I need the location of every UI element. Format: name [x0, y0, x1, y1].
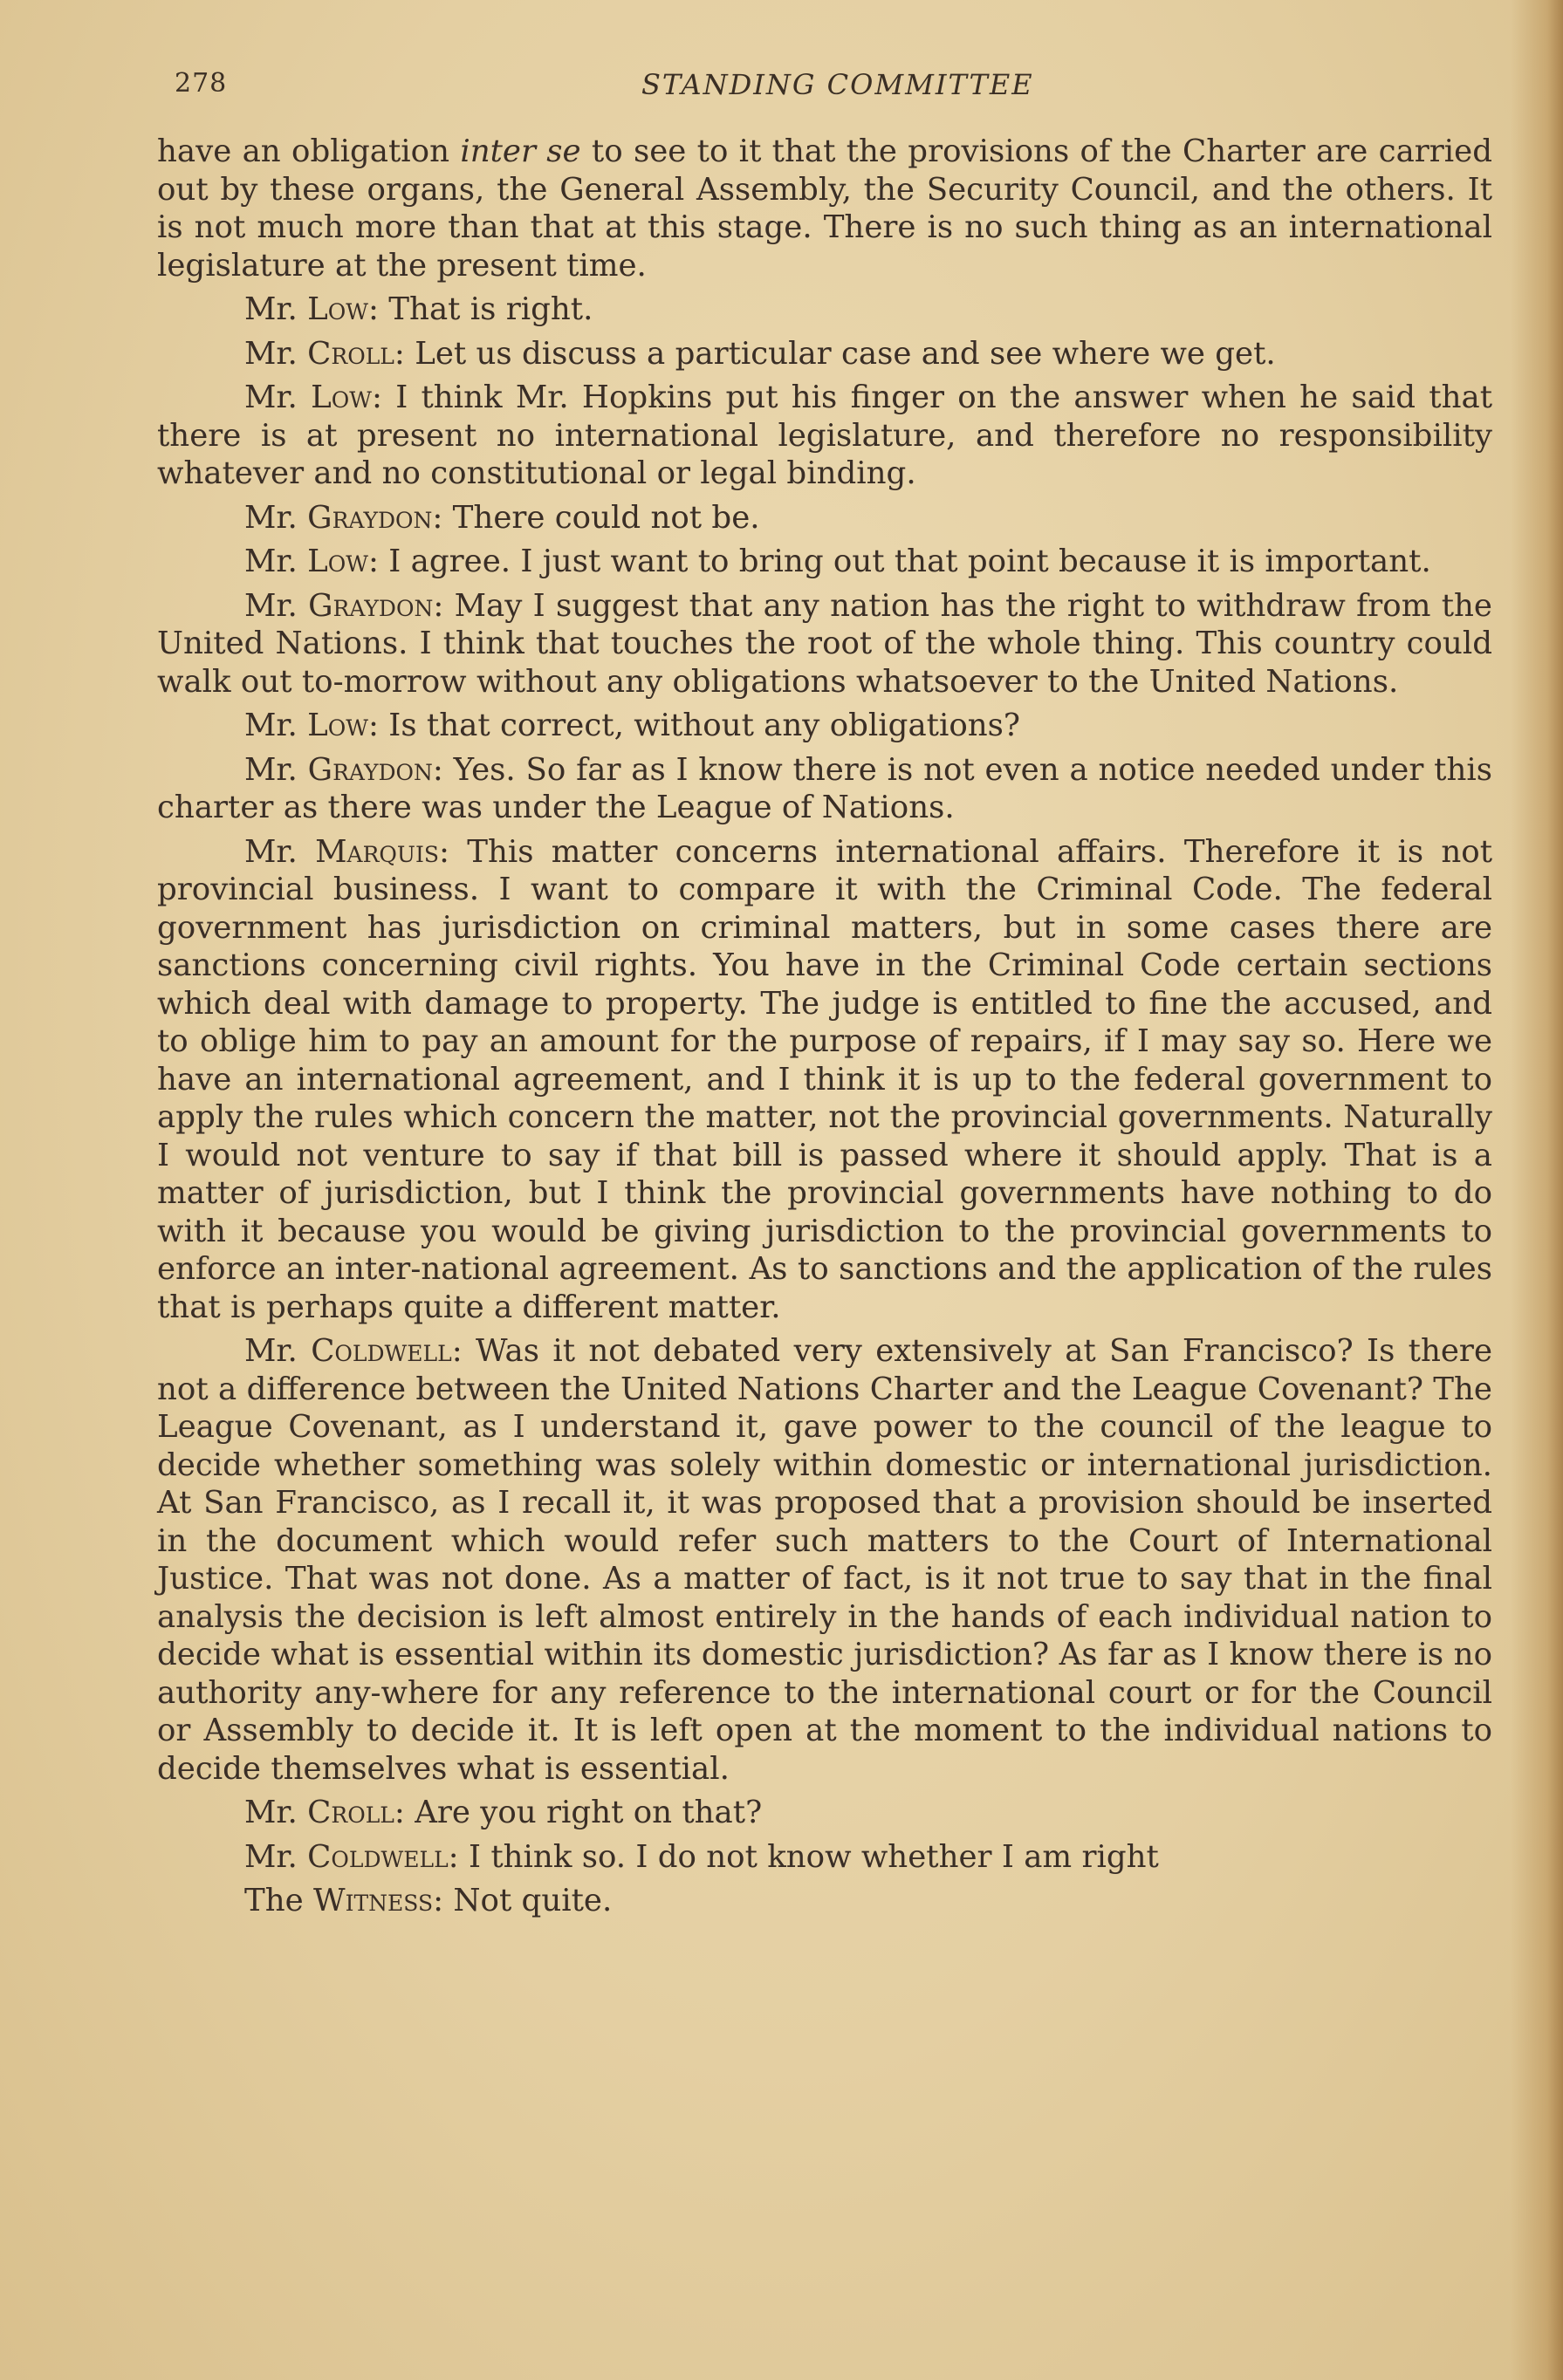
- speaker-title: Mr.: [244, 1795, 298, 1830]
- speaker-name: Low: [307, 708, 368, 743]
- paragraph-text: have an obligation: [157, 133, 461, 169]
- speaker-colon: :: [433, 587, 444, 624]
- speaker-name: Graydon: [307, 751, 433, 788]
- speaker-colon: :: [367, 708, 379, 743]
- speaker-name: Low: [307, 544, 368, 579]
- speaker-name: Graydon: [307, 499, 433, 536]
- speaker-colon: :: [394, 335, 405, 372]
- speech-paragraph: [157, 1838, 1492, 1877]
- speech-text: Are you right on that?: [404, 1795, 763, 1830]
- page-number: 278: [175, 68, 228, 99]
- page-header: [175, 68, 1484, 112]
- speaker-title: Mr.: [244, 833, 298, 870]
- speech-paragraph: [157, 1882, 1492, 1920]
- speaker-title: Mr.: [244, 544, 298, 579]
- speech-text: That is right.: [378, 291, 593, 327]
- speech-text: I agree. I just want to bring out that point because it is important.: [378, 544, 1431, 579]
- speech-text: Let us discuss a particular case and see where we get.: [404, 335, 1276, 372]
- speech-text: Was it not debated very extensively at San Francisco? Is there not a difference between the United Nations Charter and the League Covenant? The League Covenant, as I understand it, gave power to the council of the league to decide whether something was solely within domestic or international jurisdiction. At San Francisco, as I recall it, it was proposed that a provision should be inserted in the document which would refer such matters to the Court of International Justice. That was not done. As a matter of fact, is it not true to say that in the final analysis the decision is left almost entirely in the hands of each individual nation to decide what is essential within its domestic jurisdiction? As far as I know there is no authority any-where for any reference to the international court or for the Council or Assembly to decide it. It is left open at the moment to the individual nations to decide themselves what is essential.: [157, 1333, 1492, 1787]
- speaker-name: Croll: [307, 1795, 394, 1830]
- speaker-colon: :: [451, 1333, 463, 1369]
- running-head: STANDING COMMITTEE: [641, 68, 1034, 101]
- speech-paragraph: [157, 1332, 1492, 1788]
- speaker-colon: :: [438, 833, 449, 870]
- speech-paragraph: [157, 587, 1492, 701]
- speaker-colon: :: [367, 544, 379, 579]
- speech-paragraph: [157, 751, 1492, 827]
- speech-paragraph: [157, 335, 1492, 373]
- speaker-name: Witness: [313, 1883, 434, 1918]
- speech-text: I think so. I do not know whether I am right: [458, 1838, 1159, 1875]
- speaker-title: Mr.: [244, 291, 298, 327]
- speech-text: Is that correct, without any obligations?: [378, 708, 1020, 743]
- speaker-name: Coldwell: [307, 1838, 449, 1875]
- speaker-title: Mr.: [244, 708, 298, 743]
- speech-paragraph: [157, 291, 1492, 329]
- speaker-colon: :: [367, 291, 379, 327]
- speech-paragraph: [157, 833, 1492, 1327]
- speaker-colon: :: [432, 499, 443, 536]
- speech-paragraph: [157, 1794, 1492, 1832]
- speech-text: There could not be.: [442, 499, 760, 536]
- speaker-title: Mr.: [244, 751, 298, 788]
- speaker-title: Mr.: [244, 1333, 298, 1369]
- speaker-colon: :: [448, 1838, 459, 1875]
- speaker-colon: :: [433, 1883, 444, 1918]
- speaker-title: Mr.: [244, 380, 298, 415]
- paragraph-text: to see to it that the provisions of the Charter are carried out by these organs, the General Assembly, the Security Council, and the others. It is not much more than that at this stage. There is no such thing as an international legislature at the present time.: [157, 133, 1493, 284]
- speech-paragraph: [157, 543, 1492, 581]
- speaker-name: Graydon: [308, 587, 434, 624]
- speaker-title: Mr.: [244, 1838, 298, 1875]
- speech-paragraph: [157, 707, 1492, 745]
- speech-paragraph: [157, 379, 1492, 493]
- speech-text: May I suggest that any nation has the right to withdraw from the United Nations. I think that touches the root of the whole thing. This country could walk out to-morrow without any obligations whatsoever to the United Nations.: [157, 587, 1492, 700]
- speaker-colon: :: [432, 751, 443, 788]
- page-edge-shadow: [1511, 0, 1563, 2380]
- italic-phrase: inter se: [460, 133, 581, 169]
- speaker-title: The: [244, 1883, 304, 1918]
- speaker-title: Mr.: [244, 587, 298, 624]
- speech-text: This matter concerns international affairs. Therefore it is not provincial business. I want to compare it with the Criminal Code. The federal government has jurisdiction on criminal matters, but in some cases there are sanctions concerning civil rights. You have in the Criminal Code certain sections which deal with damage to property. The judge is entitled to fine the accused, and to oblige him to pay an amount for the purpose of repairs, if I may say so. Here we have an international agreement, and I think it is up to the federal government to apply the rules which concern the matter, not the provincial governments. Naturally I would not venture to say if that bill is passed where it should apply. That is a matter of jurisdiction, but I think the provincial governments have nothing to do with it because you would be giving jurisdiction to the provincial governments to enforce an inter-national agreement. As to sanctions and the application of the rules that is perhaps quite a different matter.: [157, 833, 1492, 1325]
- speaker-name: Marquis: [315, 833, 439, 870]
- speaker-colon: :: [371, 380, 382, 415]
- speech-paragraph: [157, 499, 1492, 537]
- speaker-title: Mr.: [244, 335, 298, 372]
- speaker-name: Coldwell: [311, 1333, 452, 1369]
- paragraph-continuation: [157, 133, 1492, 284]
- speaker-name: Low: [307, 291, 368, 327]
- speaker-name: Low: [311, 380, 372, 415]
- speaker-name: Croll: [307, 335, 394, 372]
- transcript-body: [157, 133, 1492, 1926]
- speaker-colon: :: [394, 1795, 405, 1830]
- speech-text: Yes. So far as I know there is not even a notice needed under this charter as there was under the League of Nations.: [157, 751, 1492, 825]
- speech-text: Not quite.: [443, 1883, 613, 1918]
- speech-text: I think Mr. Hopkins put his finger on the answer when he said that there is at present no international legislature, and therefore no responsibility whatever and no constitutional or legal binding.: [157, 380, 1493, 491]
- speaker-title: Mr.: [244, 499, 298, 536]
